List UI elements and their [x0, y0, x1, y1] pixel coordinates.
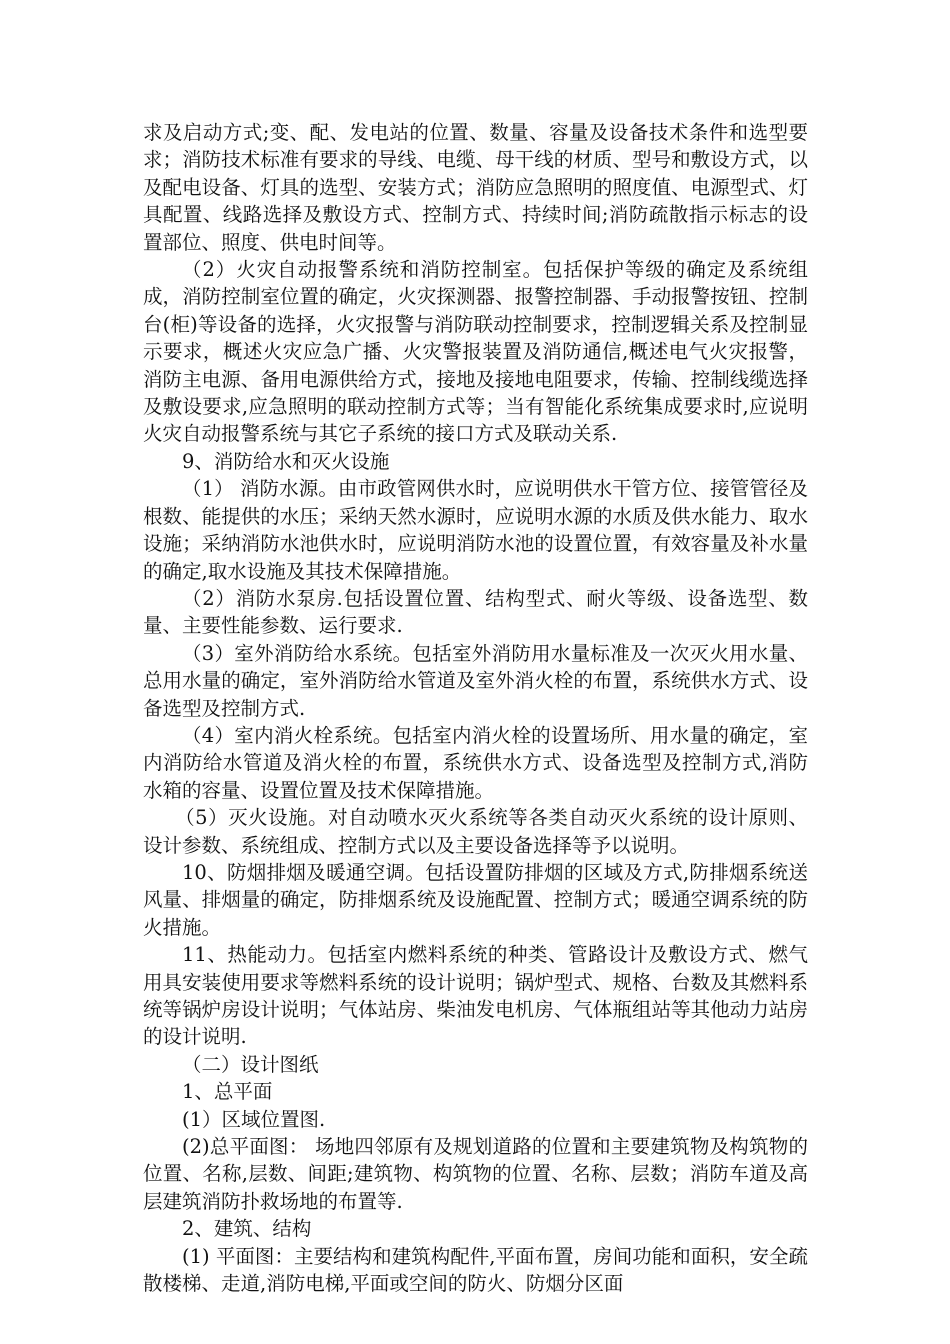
paragraph-fire-water-source: （1） 消防水源。由市政管网供水时，应说明供水干管方位、接管管径及根数、能提供的水压；采纳天然水源时，应说明水源的水质及供水能力、取水设施；采纳消防水池供水时，应说明消防水池的设置位置，有效容量及补水量的确定,取水设施及其技术保障措施。 [143, 477, 808, 583]
paragraph-location-map: (1）区域位置图. [182, 1107, 326, 1131]
paragraph-floor-plan: (1) 平面图：主要结构和建筑构配件,平面布置，房间功能和面积，安全疏散楼梯、走道,消防电梯,平面或空间的防火、防烟分区面 [143, 1244, 808, 1296]
document-page [143, 119, 808, 1297]
heading-design-drawings: （二）设计图纸 [182, 1052, 319, 1076]
heading-fire-water-supply: 9、消防给水和灭火设施 [182, 449, 390, 473]
heading-site-plan: 1、总平面 [182, 1080, 273, 1104]
paragraph-general-plan: (2)总平面图： 场地四邻原有及规划道路的位置和主要建筑物及构筑物的位置、名称,层数、间距;建筑物、构筑物的位置、名称、层数；消防车道及高层建筑消防扑救场地的布置等. [143, 1135, 808, 1213]
paragraph-indoor-hydrant: （4）室内消火栓系统。包括室内消火栓的设置场所、用水量的确定，室内消防给水管道及消火栓的布置，系统供水方式、设备选型及控制方式,消防水箱的容量、设置位置及技术保障措施。 [143, 723, 808, 802]
paragraph-electrical-requirements: 求及启动方式;变、配、发电站的位置、数量、容量及设备技术条件和选型要求；消防技术标准有要求的导线、电缆、母干线的材质、型号和敷设方式，以及配电设备、灯具的选型、安装方式；消防应急照明的照度值、电源型式、灯具配置、线路选择及敷设方式、控制方式、持续时间;消防疏散指示标志的设置部位、照度、供电时间等。 [143, 121, 808, 254]
paragraph-extinguishing-facilities: （5）灭火设施。对自动喷水灭火系统等各类自动灭火系统的设计原则、设计参数、系统组成、控制方式以及主要设备选择等予以说明。 [143, 806, 808, 857]
paragraph-outdoor-fire-water: （3）室外消防给水系统。包括室外消防用水量标准及一次灭火用水量、总用水量的确定，室外消防给水管道及室外消火栓的布置，系统供水方式、设备选型及控制方式. [143, 641, 808, 720]
heading-architecture-structure: 2、建筑、结构 [182, 1217, 312, 1241]
paragraph-fire-alarm-system: （2）火灾自动报警系统和消防控制室。包括保护等级的确定及系统组成，消防控制室位置的确定，火灾探测器、报警控制器、手动报警按钮、控制台(柜)等设备的选择，火灾报警与消防联动控制要求，控制逻辑关系及控制显示要求，概述火灾应急广播、火灾警报装置及消防通信,概述电气火灾报警，消防主电源、备用电源供给方式，接地及接地电阻要求，传输、控制线缆选择及敷设要求,应急照明的联动控制方式等；当有智能化系统集成要求时,应说明火灾自动报警系统与其它子系统的接口方式及联动关系. [143, 258, 808, 446]
paragraph-smoke-control-hvac: 10、防烟排烟及暖通空调。包括设置防排烟的区域及方式,防排烟系统送风量、排烟量的确定，防排烟系统及设施配置、控制方式；暖通空调系统的防火措施。 [143, 860, 808, 939]
paragraph-fire-pump-room: （2）消防水泵房.包括设置位置、结构型式、耐火等级、设备选型、数量、主要性能参数、运行要求. [143, 586, 808, 638]
paragraph-thermal-power: 11、热能动力。包括室内燃料系统的种类、管路设计及敷设方式、燃气用具安装使用要求等燃料系统的设计说明；锅炉型式、规格、台数及其燃料系统等锅炉房设计说明；气体站房、柴油发电机房、气体瓶组站等其他动力站房的设计说明. [143, 943, 808, 1049]
